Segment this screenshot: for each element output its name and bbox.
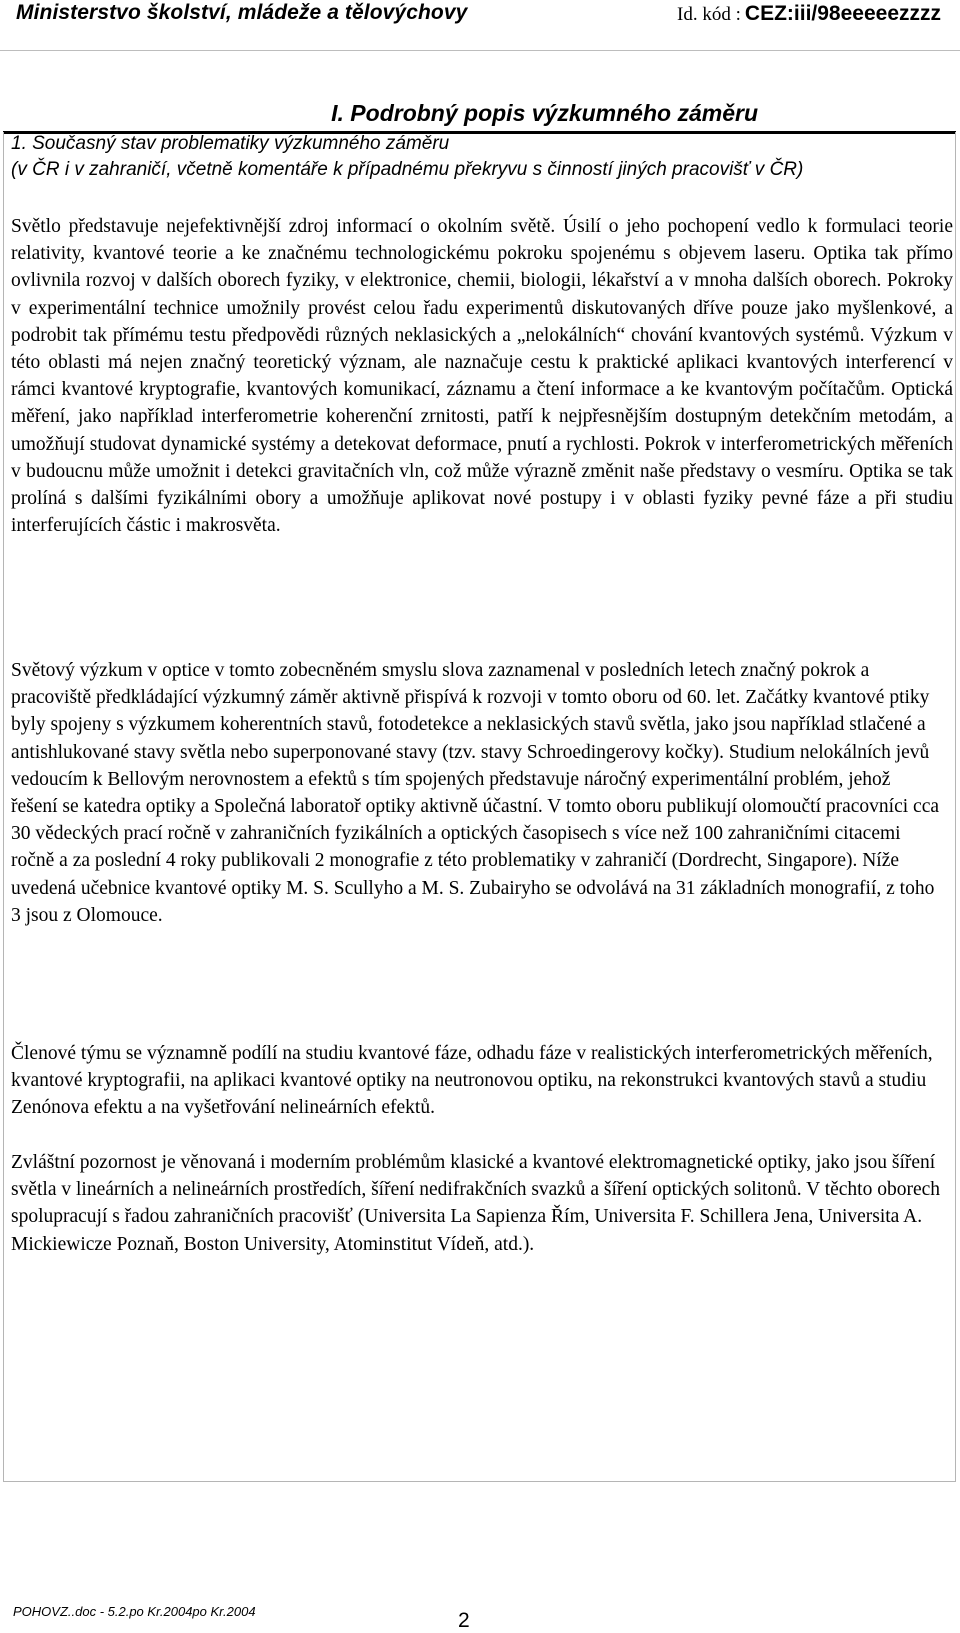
paragraph-intro: Světlo představuje nejefektivnější zdroj informací o okolním světě. Úsilí o jeho pochopení vedlo k formulaci teorie relativity, kvantové teorie a ke značnému technologickému pokroku spojenému s objevem laseru. Optika tak přímo ovlivnila rozvoj v dalších oborech fyziky, v elektronice, chemii, biologii, lékařství a v mnoha dalších oborech. Pokroky v experimentální technice umožnily provést celou řadu experimentů diskutovaných dříve pouze jako myšlenkové, a podrobit tak přímému testu předpovědi různých neklasických a „nelokálních“ chování kvantových systémů. Výzkum v této oblasti má nejen značný teoretický význam, ale naznačuje cestu k praktické aplikaci kvantových interferencí v rámci kvantové kryptografie, kvantových komunikací, záznamu a čtení informace a ke kvantovým počítačům. Optická měření, jako například interferometrie koherenční zrnitosti, patří k nejpřesnějším dostupným detekčním metodám, a umožňují studovat dynamické systémy a detekovat deformace, pnutí a rychlosti. Pokrok v interferometrických měřeních v budoucnu může umožnit i detekci gravitačních vln, což může výrazně změnit naše představy o vesmíru. Optika se tak prolíná s dalšími fyzikálními obory a umožňuje aplikovat nové postupy i v oblasti fyziky pevné fáze a při studiu interferujících částic i makrosvěta. xyxy=(11,216,953,537)
ministry-name: Ministerstvo školství, mládeže a tělovýchovy xyxy=(16,1,468,24)
subheading-line-2: (v ČR i v zahraničí, včetně komentáře k případnému překryvu s činností jiných pracovišť v ČR) xyxy=(11,159,804,180)
paragraph-world-research: Světový výzkum v optice v tomto zobecněném smyslu slova zaznamenal v posledních letech značný pokrok a pracoviště předkládající výzkumný záměr aktivně přispívá k rozvoji v tomto oboru od 60. let. Začátky kvantové ptiky byly spojeny s výzkumem koherentních stavů, fotodetekce a neklasických stavů světla, jako jsou například stlačené a antishlukované stavy světla nebo superponované stavy (tzv. stavy Schroedingerovy kočky). Studium nelokálních jevů vedoucím k Bellovým nerovnostem a efektů s tím spojených představuje náročný experimentální problém, jehož řešení se katedra optiky a Společná laboratoř optiky aktivně účastní. V tomto oboru publikují olomoučtí pracovníci cca 30 vědeckých prací ročně v zahraničních fyzikálních a optických časopisech s více než 100 zahraničními citacemi ročně a za poslední 4 roky publikovali 2 monografie z této problematiky v zahraničí (Dordrecht, Singapore). Níže uvedená učebnice kvantové optiky M. S. Scullyho a M. S. Zubairyho se odvolává na 31 základních monografií, z toho 3 jsou z Olomouce. xyxy=(11,660,940,926)
id-value: CEZ:iii/98eeeeezzzz xyxy=(744,2,941,25)
footer-filename: POHOVZ..doc - 5.2.po Kr.2004po Kr.2004 xyxy=(13,1604,256,1619)
document-id xyxy=(677,2,941,26)
header-divider xyxy=(0,50,960,51)
paragraph-team-members: Členové týmu se významně podílí na studiu kvantové fáze, odhadu fáze v realistických interferometrických měřeních, kvantové kryptografii, na aplikaci kvantové optiky na neutronovou optiku, na rekonstrukci kvantových stavů a studiu Zenónova efektu a na vyšetřování nelineárních efektů. xyxy=(11,1043,933,1119)
id-label: Id. kód : xyxy=(677,4,741,25)
page-header xyxy=(0,0,960,52)
paragraph-special-attention: Zvláštní pozornost je věnovaná i moderním problémům klasické a kvantové elektromagnetické optiky, jako jsou šíření světla v lineárních a nelineárních prostředích, šíření nedifrakčních svazků a šíření optických solitonů. V těchto oborech spolupracují s řadou zahraničních pracovišť (Universita La Sapienza Řím, Universita F. Schillera Jena, Universita A. Mickiewicze Poznaň, Boston University, Atominstitut Vídeň, atd.). xyxy=(11,1152,941,1255)
section-subheading xyxy=(11,131,951,183)
page-number: 2 xyxy=(458,1609,470,1632)
subheading-line-1: 1. Současný stav problematiky výzkumného záměru xyxy=(11,133,450,154)
section-title: I. Podrobný popis výzkumného záměru xyxy=(331,100,758,126)
